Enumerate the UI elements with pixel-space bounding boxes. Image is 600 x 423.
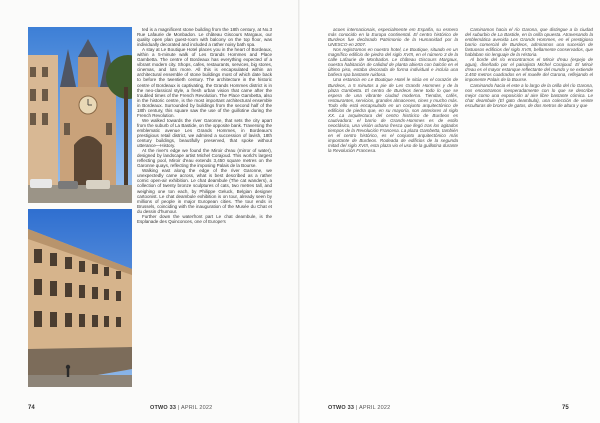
- paragraph: Al borde del río encontramos el Miroir d'eau (espejo de agua), diseñado por el paisajista Michel Corajoud. El Miroir d'eau es el mayor estanque reflectante del mundo y se extiende 3.450 metros cuadrados en el muelle del Garona, reflejando el imponente Palais de la Bourse.: [465, 57, 593, 83]
- paragraph: ted is a magnificent stone building from the 18th century, at No.3 Rue Lafaurie de Monbadon. Le château Giscours Margaux, our quality open plan guest-room with balcony on the top floor, was individually decorated and included a rather noisy bath spa.: [137, 27, 272, 48]
- footer: [328, 405, 390, 411]
- paragraph: Nos registramos en nuestro hotel, Le Boutique, situado en un magnífico edificio de piedra del siglo XVIII, en el número 3 de la calle Lafaurie de Monbadon. Le château Giscours Margaux, nuestra habitación de calidad de planta abierta con balcón en el último piso, estaba decorada de forma individual e incluía una bañera spa bastante ruidosa.: [328, 47, 458, 78]
- left-page: [0, 0, 298, 423]
- street-facade-photo: [28, 209, 132, 387]
- footer: [150, 405, 212, 411]
- page-number: 75: [562, 405, 569, 411]
- footer-magazine: OTWO 33: [328, 405, 355, 411]
- clock-tower-photo: [28, 27, 132, 203]
- paragraph: At the river's edge we found the Miroir d'eau (mirror of water), designed by landscape artist Michel Corajoud. This world's largest reflecting pool, Miroir d'eau extends 3,450 square metres on the Garonne quays, reflecting the imposing Palais de la Bourse.: [137, 148, 272, 169]
- footer-date: APRIL 2022: [358, 405, 391, 411]
- footer-magazine: OTWO 33: [150, 405, 177, 411]
- spanish-text-column-a: [328, 27, 458, 385]
- paragraph: We walked towards the river Garonne, that sets the city apart from the suburb of La Bastide, on the opposite bank. Traversing the emblematic avenue Les Grands Hommes, in Bordeaux's prestigious retail district, we admired a succession of lavish, 18th century buildings, beautifully preserved, that spoke without utterance—History.: [137, 117, 272, 149]
- paragraph: Caminamos hacia el río Garona, que distingue a la ciudad del suburbio de La Bastide, en la orilla opuesta. Atravesando la emblemática avenida Les Grands Hommes, en el prestigioso barrio comercial de Burdeos, admiramos una sucesión de fastuosos edificios del siglo XVIII, bellamente conservados, que hablaban sin lenguaje de la Historia.: [465, 27, 593, 58]
- paragraph: Caminando hacia el este a lo largo de la orilla del río Garona, nos encontramos inesperadamente con lo que se describe mejor como una exposición al aire libre bastante cómica. Le chat deambule (El gato deambula), una colección de veinte esculturas de bronce de gatos, de dos metros de altura y que: [465, 82, 593, 108]
- english-text-column: [137, 27, 272, 387]
- footer-date: APRIL 2022: [180, 405, 213, 411]
- paragraph: Further down the waterfront part Le chat deambule, is the Esplanade des Quinconces, one of Europe's: [137, 213, 272, 224]
- paragraph: Una estancia en Le Boutique Hotel le sitúa en el corazón de Burdeos, a 5 minutos a pie de Les Grands Hommes y de la plaza Gambetta. El centro de Burdeos tiene todo lo que se espera de una vibrante ciudad moderna. Tiendas, cafés, restaurantes, servicios, grandes almacenes, cines y mucho más. Todo ello está encapsulado en un conjunto arquitectónico de edificios de piedra que, en su mayoría, son anteriores al siglo XX. La arquitectura del centro histórico de Burdeos es cautivadora: el barrio de Grands-Hommes es de estilo neoclásico, una visión urbana fresca que llegó tras los agitados tiempos de la Revolución Francesa. La plaza Gambetta, también en el centro histórico, es el conjunto arquitectónico más importante de Burdeos. Rodeada de edificios de la segunda mitad del siglo XVIII, esta plaza vio el uso de la guillotina durante la Revolución Francesa.: [328, 77, 458, 154]
- spanish-text-column-b: [465, 27, 593, 385]
- page-number: 74: [28, 405, 35, 411]
- paragraph: A stay at Le Boutique Hotel places you in the heart of Bordeaux, within a 5-minute walk of Les Grands Hommes and Place Gambetta. The centre of Bordeaux has everything expected of a vibrant modern city. Shops, cafes, restaurants, services, big stores, cinemas, and lots more. All this is encapsulated within an architectural ensemble of stone buildings most of which date back to before the twentieth century. The architecture in the historic centre of Bordeaux is captivating, the Grands Hommes district is in the neo-classical style, a fresh urban vision that came after the troubled times of the French Revolution. The Place Gambetta, also in the historic centre, is the most important architectural ensemble in Bordeaux. Surrounded by buildings from the second half of the 18th century, this square saw the use of the guillotine during the French Revolution.: [137, 47, 272, 118]
- paragraph: acoes internacionais, especialmente em España, su esmero más conocido en la Europa continental. El centro histórico de Burdeos fue declarado Patrimonio de la Humanidad por la UNESCO en 2007.: [328, 27, 458, 48]
- paragraph: Walking east along the edge of the river Garonne, we unexpectedly came across, what is best described as a rather comic open-air exhibition. Le chat deambule (The cat wanders), a collection of twenty bronze sculptures of cats, two metres tall, and weighing one ton each, by Philippe Geluck, Belgian designer cartoonist. Le chat deambule exhibition is on tour, already seen by millions of people in major European cities. The tour ends in Brussels, coinciding with the inauguration of the Musée du Chat et du dessin d'humour.: [137, 168, 272, 214]
- footer-separator: |: [355, 405, 359, 411]
- footer-separator: |: [177, 405, 181, 411]
